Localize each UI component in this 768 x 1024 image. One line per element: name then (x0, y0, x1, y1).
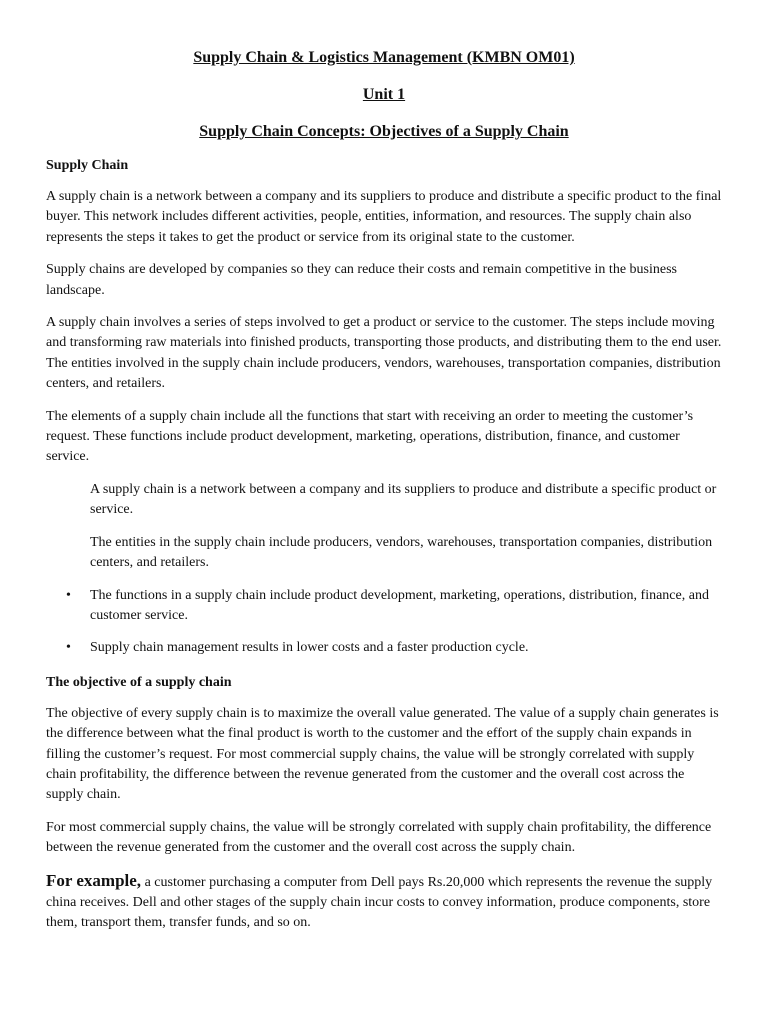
paragraph: The elements of a supply chain include all the functions that start with receiving an order to meeting the customer’s request. These functions include product development, marketing, operations, distribution, finance, and customer service. (46, 408, 694, 465)
list-item-text: Supply chain management results in lower costs and a faster production cycle. (90, 640, 529, 656)
section-heading-supply-chain: Supply Chain (46, 158, 129, 173)
example-text: a customer purchasing a computer from Dell pays Rs.20,000 which represents the revenue the supply china receives. Dell and other stages of the supply chain incur costs to convey information, produce components, store them, transport them, transfer funds, and so on. (46, 874, 713, 931)
list-item (66, 638, 722, 658)
paragraph: A supply chain involves a series of steps involved to get a product or service to the customer. The steps include moving and transforming raw materials into finished products, transporting those products, and distributing them to the end user. The entities involved in the supply chain include producers, vendors, warehouses, transportation companies, distribution centers, and retailers. (46, 315, 722, 392)
list-item (66, 586, 722, 627)
bullet-icon: • (66, 640, 71, 656)
bullet-icon: • (66, 587, 71, 603)
example-paragraph (46, 871, 722, 934)
document-title: Supply Chain & Logistics Management (KMBN OM01) (193, 49, 575, 66)
paragraph: For most commercial supply chains, the value will be strongly correlated with supply chain profitability, the difference between the revenue generated from the customer and the overall cost across the supply chain. (46, 819, 712, 856)
paragraph: Supply chains are developed by companies so they can reduce their costs and remain competitive in the business landscape. (46, 262, 677, 298)
example-lead: For example, (46, 870, 142, 890)
indented-paragraph: The entities in the supply chain include producers, vendors, warehouses, transportation companies, distribution centers, and retailers. (90, 534, 713, 571)
bullet-list (46, 586, 722, 659)
paragraph: The objective of every supply chain is to maximize the overall value generated. The value of a supply chain generates is the difference between what the final product is worth to the customer and the effort of the supply chain expands in filling the customer’s request. For most commercial supply chains, the value will be strongly correlated with supply chain profitability, the difference between the revenue generated from the customer and the overall cost across the supply chain. (46, 705, 719, 803)
unit-heading: Unit 1 (362, 86, 406, 103)
document-subtitle: Supply Chain Concepts: Objectives of a Supply Chain (199, 123, 569, 140)
list-item-text: The functions in a supply chain include product development, marketing, operations, distribution, finance, and customer service. (90, 587, 709, 623)
indented-paragraph: A supply chain is a network between a company and its suppliers to produce and distribute a specific product or service. (90, 481, 717, 518)
section-heading-objective: The objective of a supply chain (46, 674, 232, 690)
paragraph: A supply chain is a network between a company and its suppliers to produce and distribute a specific product to the final buyer. This network includes different activities, people, entities, information, and resources. The supply chain also represents the steps it takes to get the product or service from its original state to the customer. (46, 189, 722, 245)
